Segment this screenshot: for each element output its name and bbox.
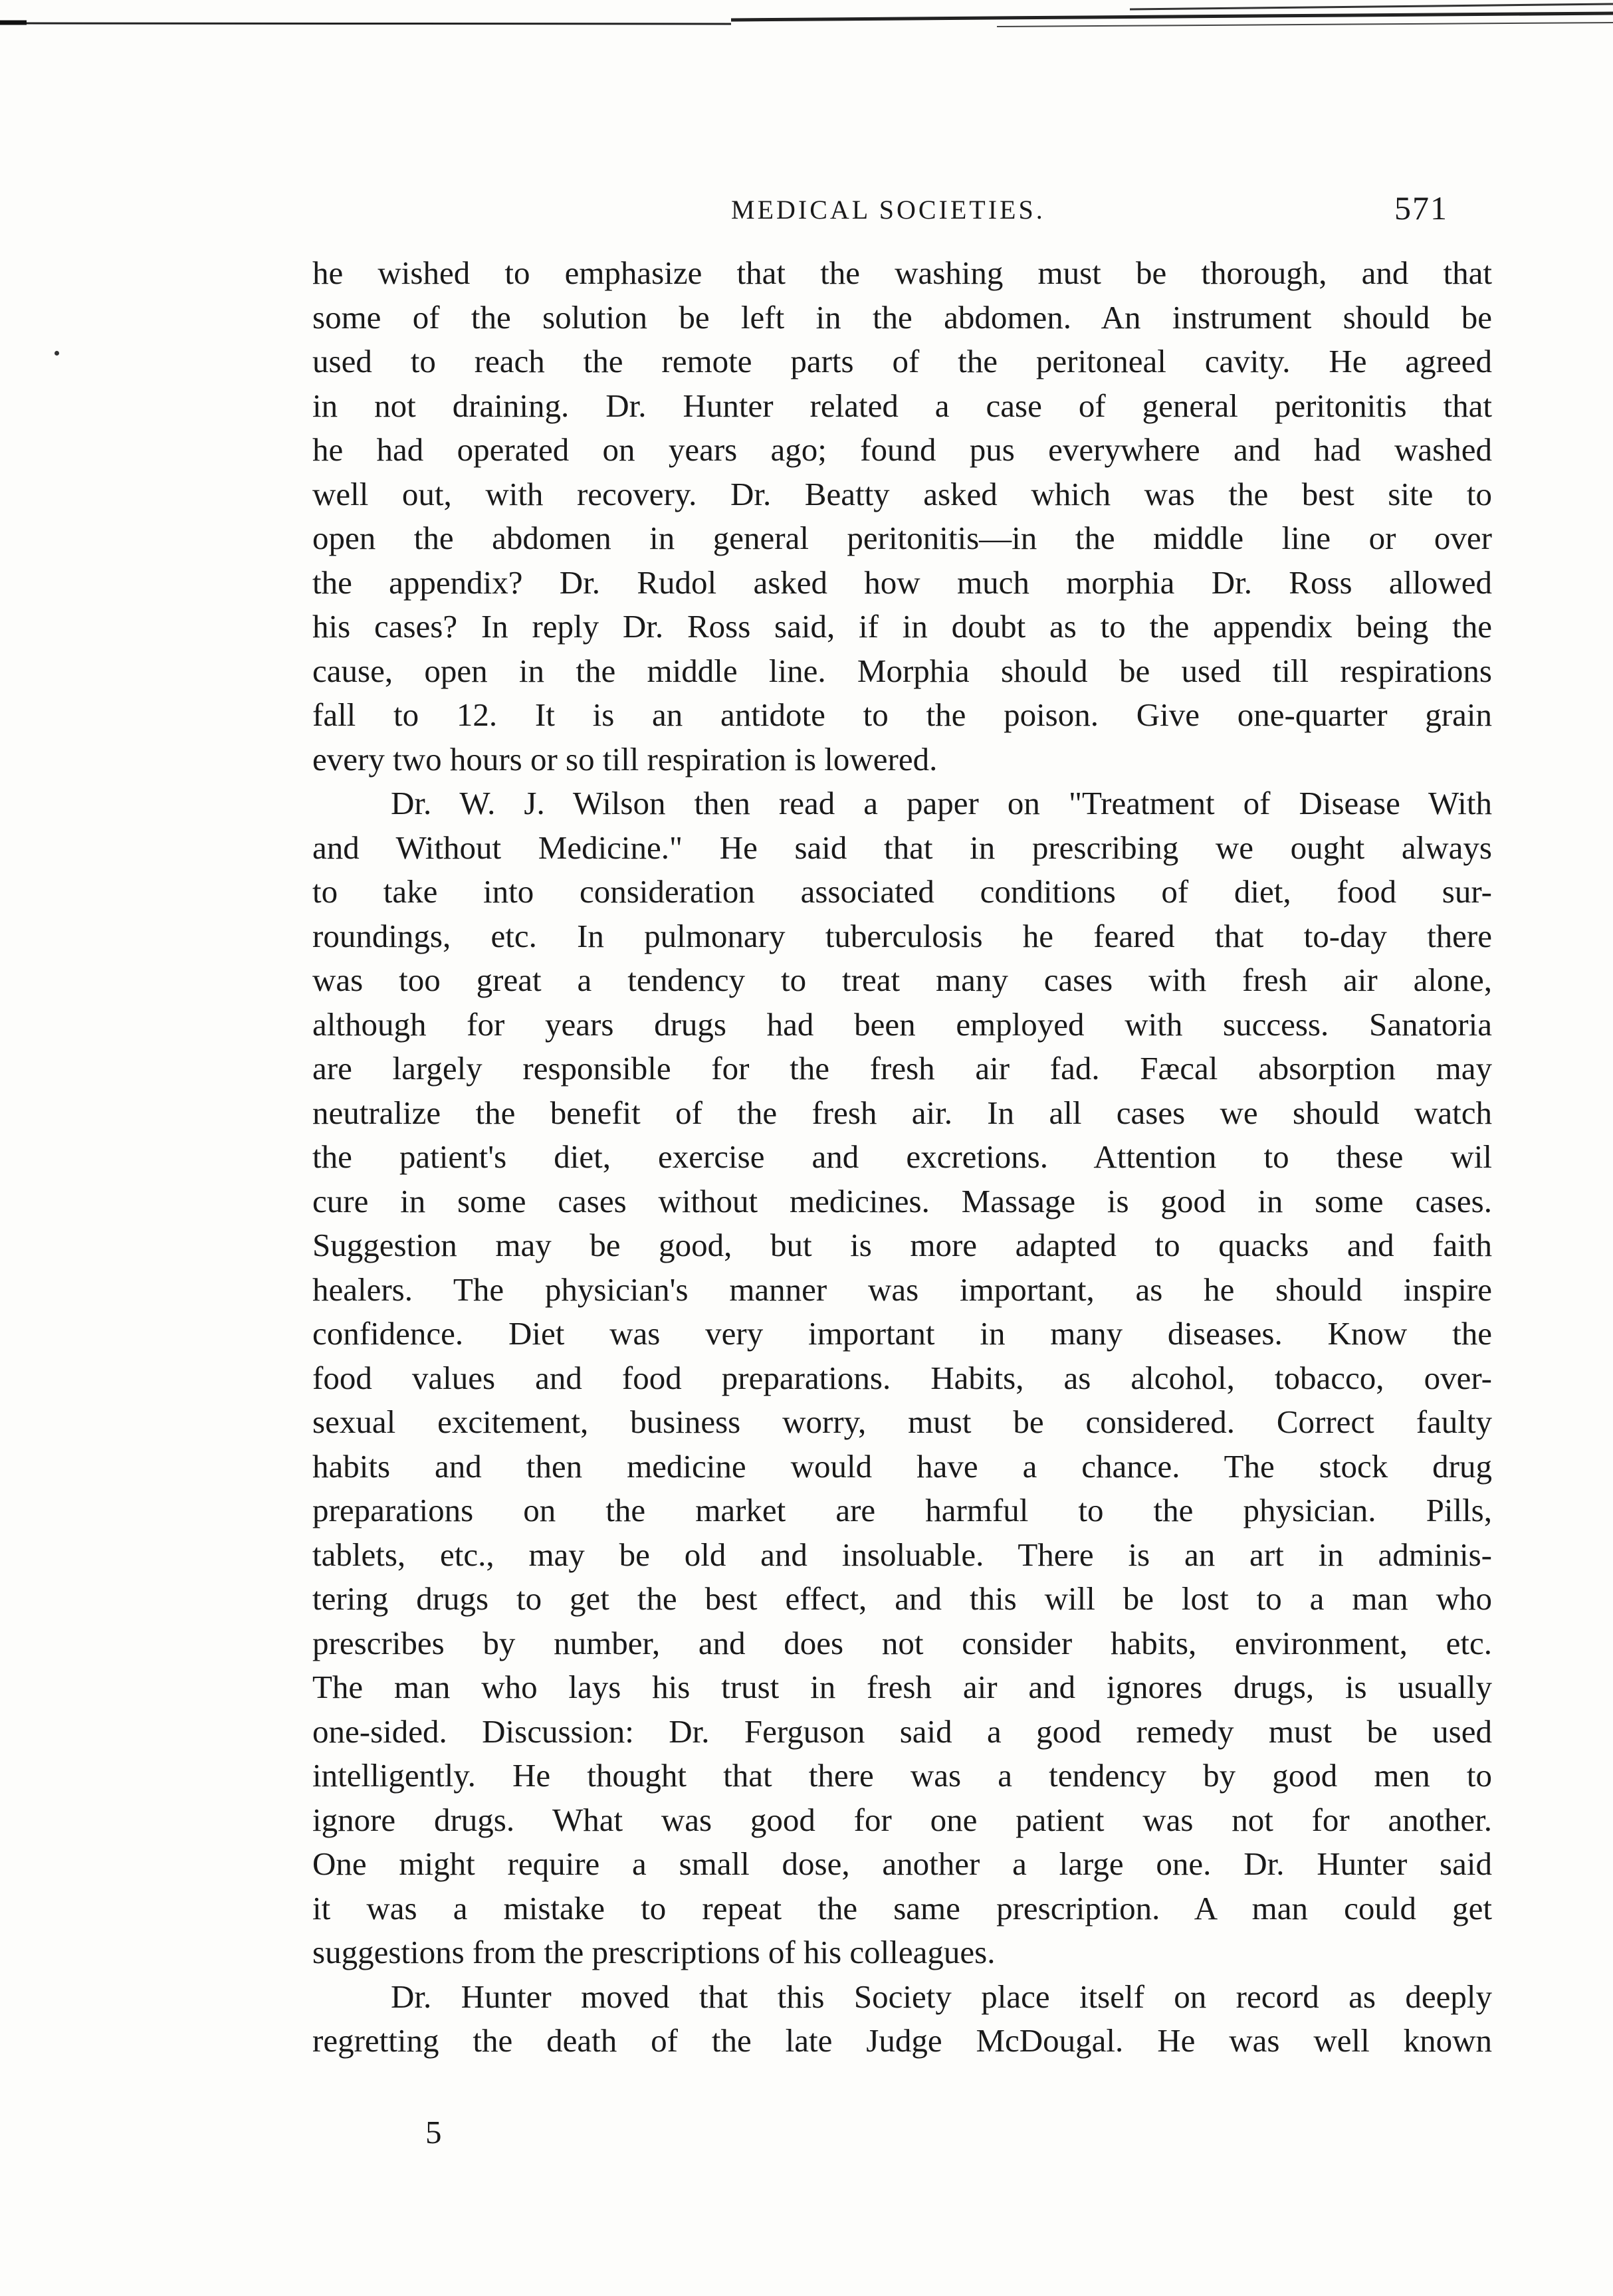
text-line: confidence. Diet was very important in many diseases. Know the <box>312 1315 1492 1352</box>
text-line: suggestions from the prescriptions of his colleagues. <box>312 1934 996 1970</box>
text-line: preparations on the market are harmful to the physician. Pills, <box>312 1492 1492 1528</box>
text-line: his cases? In reply Dr. Ross said, if in doubt as to the appendix being the <box>312 608 1492 645</box>
text-line: in not draining. Dr. Hunter related a case of general peritonitis that <box>312 387 1492 424</box>
text-line: neutralize the benefit of the fresh air. In all cases we should watch <box>312 1094 1492 1131</box>
text-line: used to reach the remote parts of the peritoneal cavity. He agreed <box>312 343 1492 379</box>
text-line: he wished to emphasize that the washing must be thorough, and that <box>312 255 1492 291</box>
running-head: MEDICAL SOCIETIES. <box>731 195 1045 225</box>
text-line: open the abdomen in general peritonitis—in the middle line or over <box>312 520 1492 556</box>
text-line: to take into consideration associated conditions of diet, food sur- <box>312 873 1492 910</box>
text-line: the patient's diet, exercise and excretions. Attention to these wil <box>312 1138 1492 1175</box>
signature-mark: 5 <box>425 2114 442 2150</box>
body-text <box>312 251 1492 2063</box>
text-line: One might require a small dose, another a large one. Dr. Hunter said <box>312 1845 1492 1882</box>
text-line: roundings, etc. In pulmonary tuberculosis he feared that to-day there <box>312 917 1492 954</box>
text-line: one-sided. Discussion: Dr. Ferguson said a good remedy must be used <box>312 1713 1492 1750</box>
text-line: some of the solution be left in the abdomen. An instrument should be <box>312 298 1492 336</box>
text-line: tablets, etc., may be old and insoluable. There is an art in adminis- <box>312 1536 1492 1573</box>
text-line-paragraph-start: Dr. Hunter moved that this Society place itself on record as deeply <box>391 1978 1492 2015</box>
page-number: 571 <box>1394 189 1448 227</box>
text-line: well out, with recovery. Dr. Beatty asked which was the best site to <box>312 475 1492 512</box>
text-line: fall to 12. It is an antidote to the poison. Give one-quarter grain <box>312 696 1492 733</box>
text-line: sexual excitement, business worry, must be considered. Correct faulty <box>312 1404 1492 1440</box>
text-line: habits and then medicine would have a chance. The stock drug <box>312 1447 1492 1485</box>
text-line: ignore drugs. What was good for one patient was not for another. <box>312 1801 1492 1838</box>
text-line: and Without Medicine." He said that in prescribing we ought always <box>312 829 1492 866</box>
text-line: The man who lays his trust in fresh air and ignores drugs, is usually <box>312 1669 1492 1705</box>
text-line: food values and food preparations. Habits, as alcohol, tobacco, over- <box>312 1359 1492 1396</box>
text-line: are largely responsible for the fresh air fad. Fæcal absorption may <box>312 1050 1492 1087</box>
text-line: the appendix? Dr. Rudol asked how much morphia Dr. Ross allowed <box>312 564 1492 601</box>
text-line: every two hours or so till respiration is lowered. <box>312 740 938 778</box>
text-line: regretting the death of the late Judge McDougal. He was well known <box>312 2022 1492 2059</box>
text-line-paragraph-start: Dr. W. J. Wilson then read a paper on "Treatment of Disease With <box>391 785 1492 821</box>
text-line: intelligently. He thought that there was a tendency by good men to <box>312 1757 1492 1794</box>
text-line: healers. The physician's manner was important, as he should inspire <box>312 1271 1492 1308</box>
top-edge-rule <box>0 0 1613 40</box>
text-line: was too great a tendency to treat many cases with fresh air alone, <box>312 962 1492 998</box>
text-line: cause, open in the middle line. Morphia should be used till respirations <box>312 652 1492 689</box>
text-line: prescribes by number, and does not consider habits, environment, etc. <box>312 1624 1492 1661</box>
text-line: cure in some cases without medicines. Massage is good in some cases. <box>312 1182 1492 1219</box>
text-line: Suggestion may be good, but is more adapted to quacks and faith <box>312 1227 1492 1263</box>
text-line: he had operated on years ago; found pus everywhere and had washed <box>312 431 1492 468</box>
margin-speck <box>54 351 59 356</box>
text-line: tering drugs to get the best effect, and this will be lost to a man who <box>312 1580 1492 1617</box>
text-line: although for years drugs had been employed with success. Sanatoria <box>312 1005 1492 1043</box>
text-line: it was a mistake to repeat the same prescription. A man could get <box>312 1889 1492 1927</box>
